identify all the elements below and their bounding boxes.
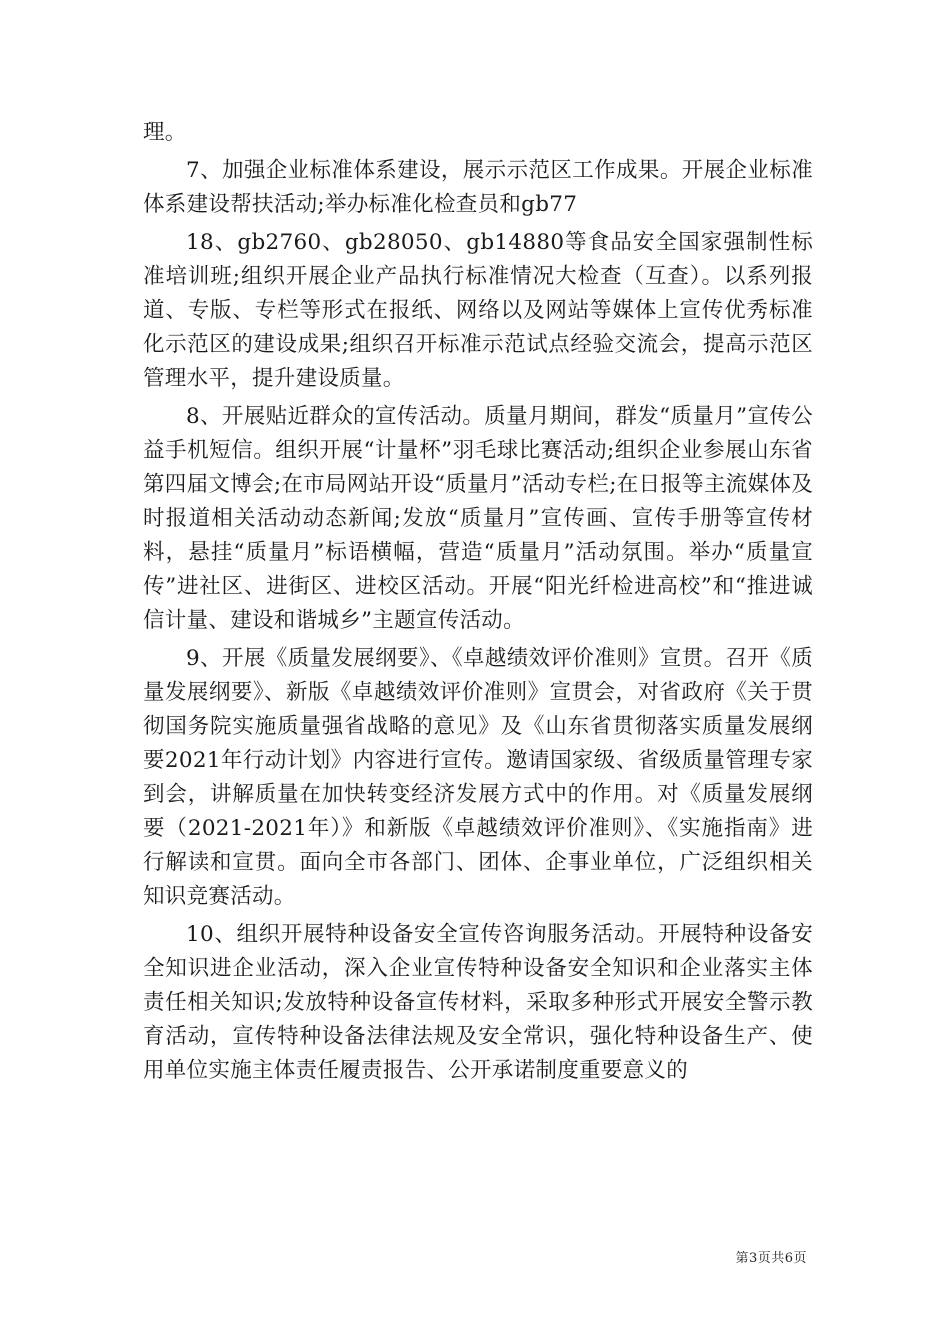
page-number-footer: 第3页共6页: [735, 1251, 807, 1266]
paragraph-item-10: 10、组织开展特种设备安全宣传咨询服务活动。开展特种设备安全知识进企业活动，深入企业宣传特种设备安全知识和企业落实主体责任相关知识;发放特种设备宣传材料，采取多种形式开展安全警示教育活动，宣传特种设备法律法规及安全常识，强化特种设备生产、使用单位实施主体责任履责报告、公开承诺制度重要意义的: [143, 922, 813, 1083]
paragraph-item-9: 9、开展《质量发展纲要》、《卓越绩效评价准则》宣贯。召开《质量发展纲要》、新版《卓越绩效评价准则》宣贯会，对省政府《关于贯彻国务院实施质量强省战略的意见》及《山东省贯彻落实质量发展纲要2021年行动计划》内容进行宣传。邀请国家级、省级质量管理专家到会，讲解质量在加快转变经济发展方式中的作用。对《质量发展纲要（2021-2021年）》和新版《卓越绩效评价准则》、《实施指南》进行解读和宣贯。面向全市各部门、团体、企事业单位，广泛组织相关知识竞赛活动。: [143, 646, 813, 909]
paragraph-item-8: 8、开展贴近群众的宣传活动。质量月期间，群发“质量月”宣传公益手机短信。组织开展“计量杯”羽毛球比赛活动;组织企业参展山东省第四届文博会;在市局网站开设“质量月”活动专栏;在日报等主流媒体及时报道相关活动动态新闻;发放“质量月”宣传画、宣传手册等宣传材料，悬挂“质量月”标语横幅，营造“质量月”活动氛围。举办“质量宣传”进社区、进街区、进校区活动。开展“阳光纤检进高校”和“推进诚信计量、建设和谐城乡”主题宣传活动。: [143, 404, 813, 633]
document-body: [143, 116, 813, 1092]
paragraph-item-7-continued: 18、gb2760、gb28050、gb14880等食品安全国家强制性标准培训班;组织开展企业产品执行标准情况大检查（互查）。以系列报道、专版、专栏等形式在报纸、网络以及网站等媒体上宣传优秀标准化示范区的建设成果;组织召开标准示范试点经验交流会，提高示范区管理水平，提升建设质量。: [143, 230, 813, 391]
paragraph-continuation: 理。: [143, 120, 187, 145]
paragraph-item-7: 7、加强企业标准体系建设，展示示范区工作成果。开展企业标准体系建设帮扶活动;举办标准化检查员和gb77: [143, 158, 813, 217]
